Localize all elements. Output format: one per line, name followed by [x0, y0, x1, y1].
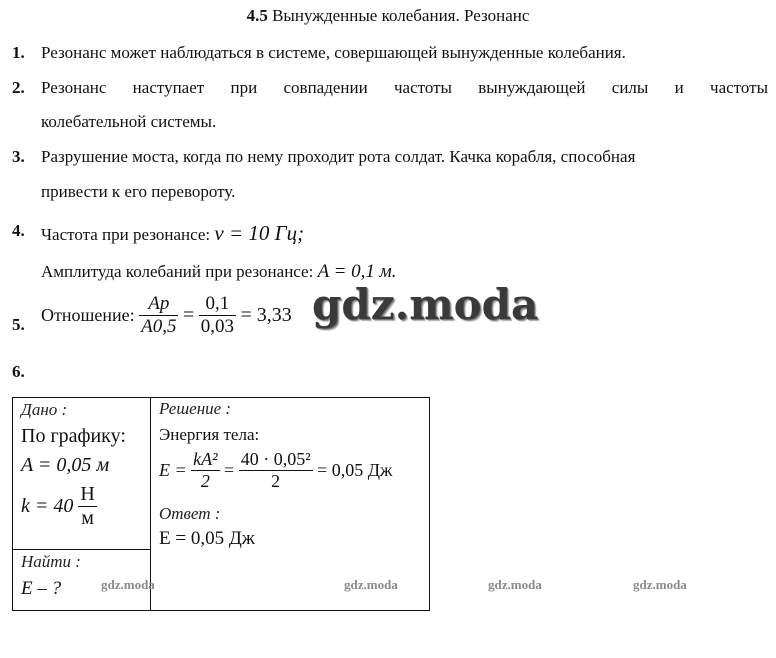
formula-den-2: 2 — [239, 470, 313, 492]
frequency-label: Частота при резонансе: — [41, 225, 211, 244]
watermark-small-1: gdz.moda — [101, 577, 155, 592]
item-text-2-line1: Резонанс наступает при совпадении частоты вынуждающей силы и частоты — [41, 78, 768, 97]
item-number-6: 6. — [12, 362, 25, 381]
find-value: E – ? — [21, 578, 62, 599]
given-label: Дано : — [21, 400, 68, 419]
solution-text: Энергия тела: — [159, 425, 260, 444]
item-text-4-line1 — [41, 221, 304, 246]
item-text-2-line2: колебательной системы. — [41, 112, 217, 131]
find-label: Найти : — [21, 552, 81, 571]
given-cell — [13, 398, 151, 550]
formula-equals: = — [224, 460, 235, 480]
ratio-denominator-1: A0,5 — [141, 316, 177, 337]
frequency-formula: ν = 10 Гц; — [214, 221, 305, 245]
ratio-label: Отношение: — [41, 305, 135, 325]
formula-num-1: kA² — [193, 449, 218, 469]
ratio-result: = 3,33 — [240, 304, 292, 326]
item-number-4: 4. — [12, 221, 25, 240]
watermark-small-4: gdz.moda — [633, 577, 687, 592]
section-title: Вынужденные колебания. Резонанс — [272, 6, 530, 25]
item-number-2: 2. — [12, 78, 25, 97]
given-amplitude: A = 0,05 м — [21, 454, 110, 476]
section-number: 4.5 — [246, 6, 268, 25]
given-unit-num: Н — [80, 483, 95, 505]
item-text-3-line2: привести к его перевороту. — [41, 182, 236, 201]
formula-den-1: 2 — [191, 470, 219, 492]
formula-E: E = — [159, 460, 187, 480]
watermark-small-3: gdz.moda — [488, 577, 542, 592]
ratio-numerator-1: Ap — [148, 293, 170, 314]
item-text-5 — [41, 293, 292, 338]
ratio-fraction-1 — [139, 293, 178, 338]
amplitude-formula: A = 0,1 м. — [317, 261, 397, 282]
ratio-fraction-2 — [199, 293, 236, 338]
given-graph-line: По графику: — [21, 425, 126, 447]
item-text-1: Резонанс может наблюдаться в системе, совершающей вынужденные колебания. — [41, 43, 626, 62]
formula-fraction-1 — [191, 449, 219, 492]
item-number-3: 3. — [12, 147, 25, 166]
item-number-1: 1. — [12, 43, 25, 62]
item-number-5: 5. — [12, 315, 25, 334]
solution-label: Решение : — [159, 399, 232, 418]
item-text-3-line1: Разрушение моста, когда по нему проходит рота солдат. Качка корабля, способная — [41, 147, 636, 166]
formula-num-2: 40 · 0,05² — [240, 449, 311, 469]
given-k: k = 40 — [21, 495, 74, 517]
amplitude-label: Амплитуда колебаний при резонансе: — [41, 262, 314, 281]
answer-value: E = 0,05 Дж — [159, 528, 255, 549]
given-stiffness — [21, 483, 142, 530]
formula-fraction-2 — [239, 449, 313, 492]
watermark-logo: gdz.moda — [312, 280, 539, 329]
watermark-small-2: gdz.moda — [344, 577, 398, 592]
ratio-equals: = — [182, 304, 195, 326]
answer-label: Ответ : — [159, 504, 221, 523]
formula-result: = 0,05 Дж — [317, 460, 393, 480]
ratio-numerator-2: 0,1 — [205, 293, 230, 314]
given-unit-fraction — [78, 483, 96, 530]
solution-formula — [159, 449, 421, 492]
ratio-denominator-2: 0,03 — [200, 316, 234, 337]
given-unit-den: м — [78, 506, 96, 530]
page-title — [0, 6, 776, 26]
